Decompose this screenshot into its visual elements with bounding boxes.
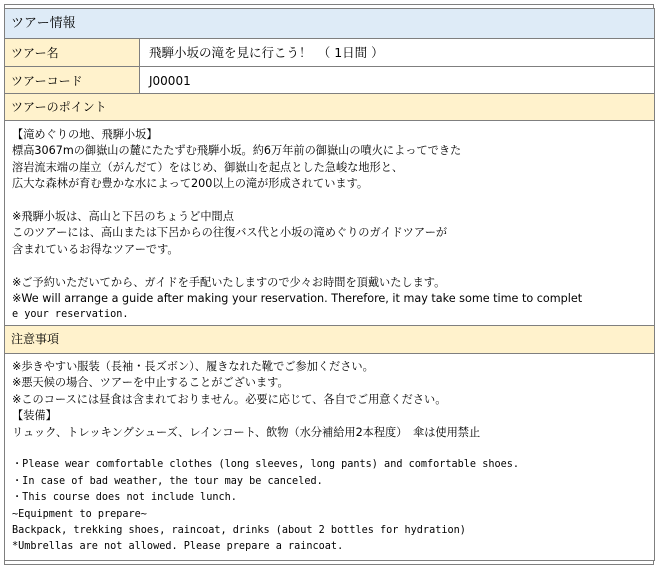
notes-body xyxy=(4,353,655,561)
tour-code-label-cell xyxy=(5,67,140,93)
notes-line: リュック、トレッキングシューズ、レインコート、飲物（水分補給用2本程度） 傘は使用禁止 xyxy=(12,425,481,439)
points-line: 【滝めぐりの地、飛騨小坂】 xyxy=(12,128,158,141)
tour-name-value-cell xyxy=(140,39,654,66)
tour-code-value: J00001 xyxy=(149,74,191,88)
notes-heading: 注意事項 xyxy=(11,332,60,346)
notes-heading-row xyxy=(4,325,655,354)
notes-line: ~Equipment to prepare~ xyxy=(12,508,147,520)
notes-line: ・This course does not include lunch. xyxy=(12,492,237,504)
points-line: ※飛騨小坂は、高山と下呂のちょうど中間点 xyxy=(12,210,234,223)
tour-name-row xyxy=(4,38,655,67)
page-title: ツアー情報 xyxy=(11,16,76,31)
notes-line: ・Please wear comfortable clothes (long sleeves, long pants) and comfortable shoes. xyxy=(12,459,519,471)
notes-line: 【装備】 xyxy=(12,409,57,423)
notes-line: ※悪天候の場合、ツアーを中止することがございます。 xyxy=(12,376,289,390)
tour-code-label: ツアーコード xyxy=(11,74,83,88)
points-line: e your reservation. xyxy=(12,309,129,321)
points-line: ※ご予約いただいてから、ガイドを手配いたしますので少々お時間を頂戴いたします。 xyxy=(12,275,446,289)
tour-code-value-cell xyxy=(140,67,654,93)
title-row xyxy=(4,8,655,39)
notes-line: ※このコースには昼食は含まれておりません。必要に応じて、各自でご用意ください。 xyxy=(12,392,447,406)
tour-name-label: ツアー名 xyxy=(11,46,59,60)
points-line: このツアーには、高山または下呂からの往復バス代と小坂の滝めぐりのガイドツアーが xyxy=(12,226,448,240)
tour-name-label-cell xyxy=(5,39,140,66)
points-body xyxy=(4,120,655,326)
points-heading: ツアーのポイント xyxy=(11,100,107,114)
notes-line: *Umbrellas are not allowed. Please prepare a raincoat. xyxy=(12,541,344,553)
notes-line: ・In case of bad weather, the tour may be canceled. xyxy=(12,475,323,487)
points-heading-row xyxy=(4,93,655,121)
tour-code-row xyxy=(4,66,655,94)
points-line: 広大な森林が育む豊かな水によって200以上の滝が形成されています。 xyxy=(12,177,369,191)
notes-line: ※歩きやすい服装（長袖・長ズボン）、履きなれた靴でご参加ください。 xyxy=(12,360,374,373)
points-line: 溶岩流末端の崖立（がんだて）をはじめ、御嶽山を起点とした急峻な地形と、 xyxy=(12,160,404,174)
points-line: 標高3067mの御嶽山の麓にたたずむ飛騨小坂。約6万年前の御嶽山の噴火によってできた xyxy=(12,144,462,158)
tour-name-value: 飛騨小坂の滝を見に行こう！ （ 1日間 ） xyxy=(149,45,384,60)
notes-line: Backpack, trekking shoes, raincoat, drinks (about 2 bottles for hydration) xyxy=(12,525,466,536)
points-line: ※We will arrange a guide after making your reservation. Therefore, it may take some time to complet xyxy=(12,292,583,305)
points-line: 含まれているお得なツアーです。 xyxy=(12,242,179,256)
